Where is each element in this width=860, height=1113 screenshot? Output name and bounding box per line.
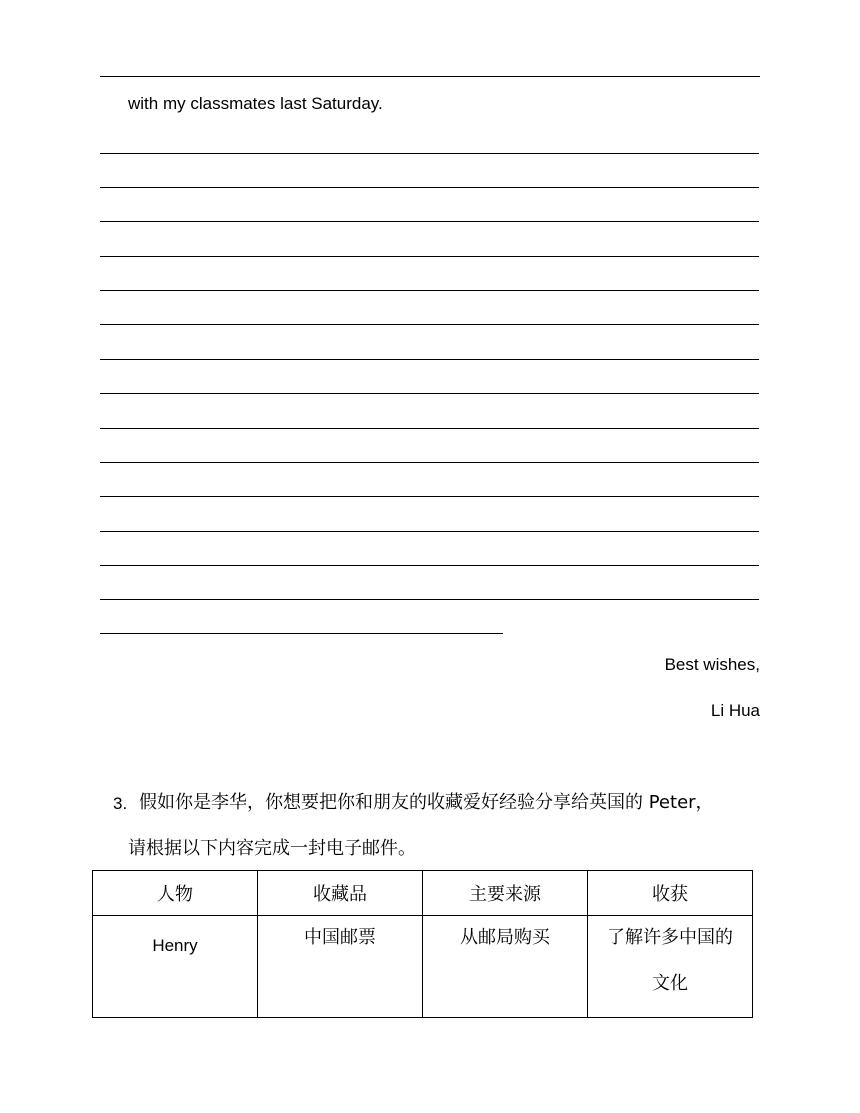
answer-line[interactable] (100, 565, 759, 566)
table-header-row (93, 871, 753, 916)
answer-line[interactable] (100, 324, 759, 325)
cell-gain (588, 916, 753, 1018)
letter-closing: Best wishes, (664, 655, 760, 674)
cell-source: 从邮局购买 (423, 916, 588, 1018)
answer-line[interactable] (100, 221, 759, 222)
answer-line[interactable] (100, 462, 759, 463)
answer-line[interactable] (100, 496, 759, 497)
letter-opening-line: with my classmates last Saturday. (128, 94, 383, 113)
answer-line-short[interactable] (100, 633, 503, 634)
collection-info-table (92, 870, 753, 1018)
answer-line[interactable] (100, 428, 759, 429)
cell-item: 中国邮票 (258, 916, 423, 1018)
cell-person: Henry (93, 916, 258, 1018)
answer-line[interactable] (100, 393, 759, 394)
header-item: 收藏品 (258, 871, 423, 916)
header-person: 人物 (93, 871, 258, 916)
answer-line[interactable] (100, 256, 759, 257)
question-prompt-line1: 假如你是李华，你想要把你和朋友的收藏爱好经验分享给英国的 Peter， (139, 792, 714, 813)
answer-line[interactable] (100, 359, 759, 360)
answer-line[interactable] (100, 290, 759, 291)
answer-line[interactable] (100, 187, 759, 188)
cell-gain-line2: 文化 (652, 973, 688, 994)
answer-line[interactable] (100, 153, 759, 154)
question-number: 3. (113, 794, 128, 813)
cell-gain-line1: 了解许多中国的 (607, 927, 733, 948)
header-source: 主要来源 (423, 871, 588, 916)
letter-signature: Li Hua (710, 701, 760, 720)
header-gain: 收获 (588, 871, 753, 916)
question-prompt-line2: 请根据以下内容完成一封电子邮件。 (128, 838, 416, 859)
answer-line[interactable] (100, 599, 759, 600)
answer-line-top (100, 76, 760, 77)
table-row (93, 916, 753, 1018)
answer-line[interactable] (100, 531, 759, 532)
